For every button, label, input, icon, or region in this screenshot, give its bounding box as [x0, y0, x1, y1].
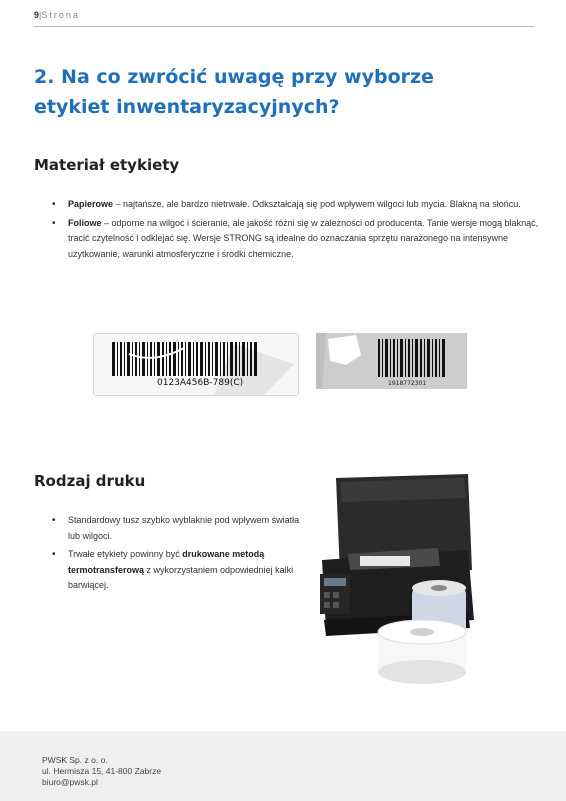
right-barcode-text: 1918772301	[388, 380, 427, 387]
desc-durable-post: z wykorzystaniem odpowiedniej kalki barwiącej.	[68, 564, 294, 590]
damaged-paper-label-image	[93, 333, 299, 396]
list-item-standard-ink	[52, 513, 302, 544]
section-heading-material: Materiał etykiety	[34, 156, 180, 174]
desc-foil: – odporne na wilgoć i ścieranie, ale jakość różni się w zależności od producenta. Tanie wersje mogą blaknąć, tracić czytelność i odklejać się. Wersje STRONG są idealne do oznaczania sprzętu narażonego na intensywne użytkowanie, warunki atmosferyczne i środki chemiczne.	[68, 217, 539, 259]
material-list	[52, 197, 540, 265]
druk-list	[52, 513, 302, 597]
page-number: 9	[34, 10, 40, 20]
page-title: 2. Na co zwrócić uwagę przy wyborze etykiet inwentaryzacyjnych?	[34, 66, 434, 118]
company-email: biuro@pwsk.pl	[42, 777, 98, 787]
page-footer	[0, 731, 566, 801]
thermal-printer-image	[318, 470, 478, 685]
page-word: Strona	[41, 10, 80, 20]
list-item-paper	[52, 197, 540, 213]
term-thermal-transfer: drukowane metodą termotransferową	[68, 549, 265, 575]
header-separator: |	[39, 10, 42, 20]
list-item-durable-labels	[52, 547, 302, 594]
desc-standard-ink: Standardowy tusz szybko wyblaknie pod wpływem światła lub wilgoci.	[68, 515, 300, 541]
company-address: ul. Hermisza 15, 41-800 Zabrze	[42, 766, 162, 776]
company-name: PWSK Sp. z o. o.	[42, 755, 108, 765]
term-paper: Papierowe	[68, 199, 114, 209]
page-header	[34, 10, 534, 27]
desc-durable-pre: Trwałe etykiety powinny być	[68, 549, 183, 559]
footer-contact	[42, 755, 161, 788]
section-heading-druk: Rodzaj druku	[34, 472, 146, 490]
left-barcode-text: 0123A456B-789(C)	[157, 378, 244, 388]
desc-paper: – najtańsze, ale bardzo nietrwałe. Odkształcają się pod wpływem wilgoci lub mycia. Blakną na słońcu.	[113, 199, 521, 209]
damaged-foil-label-image	[316, 333, 467, 389]
list-item-foil	[52, 216, 540, 263]
term-foil: Foliowe	[68, 217, 102, 228]
